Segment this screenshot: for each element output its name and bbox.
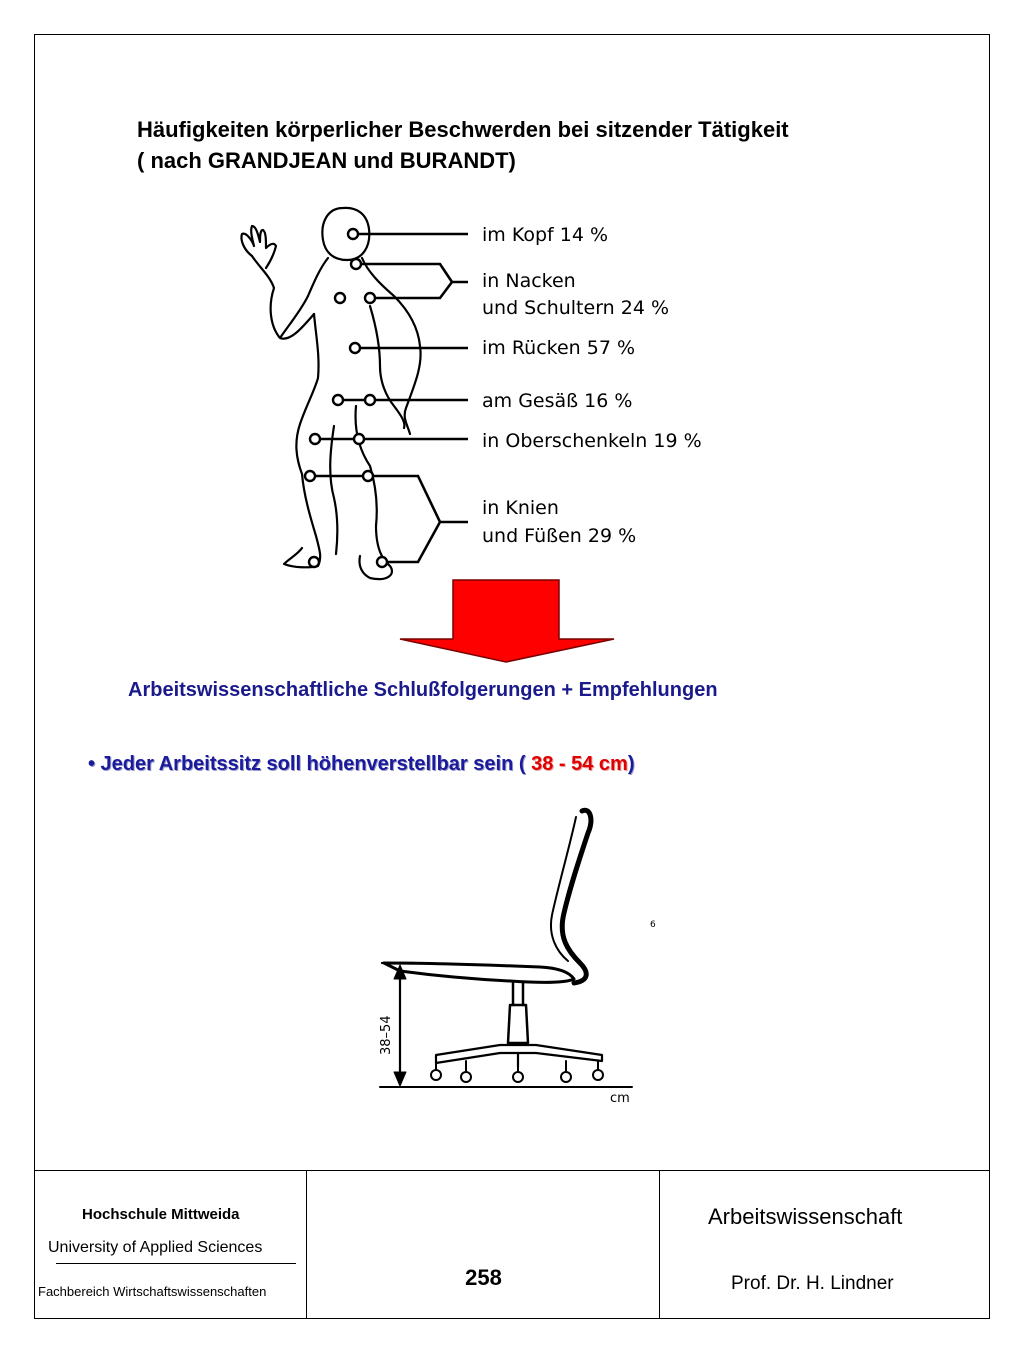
marker-seat-left bbox=[333, 395, 343, 405]
figure-hand bbox=[241, 226, 276, 268]
figure-inner-leg bbox=[330, 426, 337, 554]
chair-backrest bbox=[562, 810, 591, 983]
dimension-label: 38–54 bbox=[379, 1015, 394, 1055]
marker-back bbox=[350, 343, 360, 353]
figure-arm bbox=[252, 256, 328, 339]
bullet-text: • Jeder Arbeitssitz soll höhenverstellbar sein ( bbox=[88, 753, 532, 775]
unit-label: cm bbox=[610, 1091, 630, 1106]
figure-leg bbox=[356, 406, 392, 579]
page-number: 258 bbox=[465, 1265, 502, 1290]
marker-foot-right bbox=[377, 557, 387, 567]
marker-neck bbox=[351, 259, 361, 269]
office-chair-diagram bbox=[370, 805, 670, 1110]
university-name: University of Applied Sciences bbox=[48, 1239, 263, 1256]
marker-shoulder-left bbox=[335, 293, 345, 303]
complaint-shoulders: und Schultern 24 % bbox=[482, 297, 670, 319]
down-arrow-icon bbox=[398, 579, 616, 663]
title-line-2: ( nach GRANDJEAN und BURANDT) bbox=[137, 148, 516, 173]
bullet-close: ) bbox=[627, 753, 635, 775]
school-name: Hochschule Mittweida bbox=[82, 1206, 240, 1223]
course-title: Arbeitswissenschaft bbox=[708, 1204, 903, 1229]
page-title bbox=[137, 114, 789, 176]
chair-column bbox=[513, 983, 523, 1005]
marker-head bbox=[348, 229, 358, 239]
complaint-thighs: in Oberschenkeln 19 % bbox=[482, 430, 702, 452]
figure-front-contour bbox=[296, 314, 318, 474]
marker-knee-right bbox=[363, 471, 373, 481]
professor-name: Prof. Dr. H. Lindner bbox=[731, 1273, 894, 1294]
complaint-feet: und Füßen 29 % bbox=[482, 525, 637, 547]
complaint-head: im Kopf 14 % bbox=[482, 224, 609, 246]
height-range: 38 - 54 cm bbox=[531, 753, 628, 775]
marker-knee-left bbox=[305, 471, 315, 481]
chair-seat bbox=[384, 963, 574, 982]
marker-thigh-left bbox=[310, 434, 320, 444]
complaint-seat: am Gesäß 16 % bbox=[482, 390, 633, 412]
marker-foot-left bbox=[309, 557, 319, 567]
recommendation-bullet bbox=[88, 753, 634, 776]
figure-back-contour bbox=[362, 258, 421, 434]
footer bbox=[34, 1170, 990, 1319]
marker-shoulder-right bbox=[365, 293, 375, 303]
figure-inner-arm bbox=[370, 306, 404, 428]
stray-mark: 6 bbox=[650, 920, 656, 930]
footer-institution-cell bbox=[34, 1171, 307, 1319]
complaint-back: im Rücken 57 % bbox=[482, 337, 636, 359]
complaint-knees: in Knien bbox=[482, 497, 559, 519]
figure-thigh bbox=[284, 474, 320, 567]
marker-thigh-right bbox=[354, 434, 364, 444]
conclusion-heading: Arbeitswissenschaftliche Schlußfolgerungen + Empfehlungen bbox=[128, 679, 718, 701]
title-line-1: Häufigkeiten körperlicher Beschwerden bei sitzender Tätigkeit bbox=[137, 117, 789, 142]
complaint-neck: in Nacken bbox=[482, 270, 576, 292]
footer-page-cell bbox=[307, 1171, 660, 1319]
university-underline bbox=[56, 1263, 296, 1264]
marker-seat-right bbox=[365, 395, 375, 405]
department-name: Fachbereich Wirtschaftswissenschaften bbox=[38, 1284, 267, 1299]
footer-course-cell bbox=[660, 1171, 990, 1319]
